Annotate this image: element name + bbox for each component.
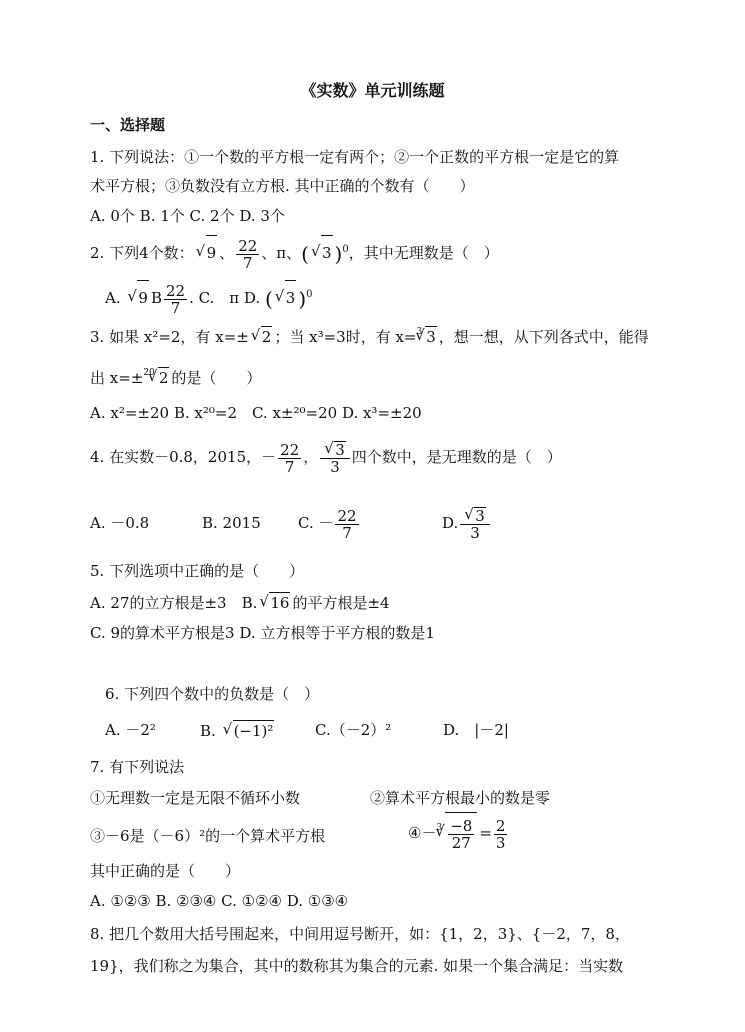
radicand: 3 [335, 441, 345, 459]
root-index: 20 [143, 368, 155, 378]
option-a: A. 27的立方根是±3 B. [90, 594, 258, 612]
fraction-22-7 [164, 283, 187, 316]
q4-text: 4. 在实数－0.8，2015，－ [90, 448, 277, 466]
paren: ) [334, 242, 343, 266]
q3-line2 [90, 367, 261, 391]
radicand: 9 [137, 280, 149, 315]
sqrt-3 [311, 235, 333, 270]
fraction-neg8-27 [448, 818, 474, 851]
option-d [442, 503, 492, 543]
pi: π [276, 244, 287, 262]
option-a: A. －0.8 [90, 514, 150, 532]
q8-line2: 19}，我们称之为集合，其中的数称其为集合的元素. 如果一个集合满足：当实数 [90, 957, 624, 975]
denominator: 3 [470, 524, 480, 542]
radicand: 2 [261, 328, 272, 346]
option-b-label: B. [200, 722, 216, 740]
fraction-sqrt3-3 [320, 441, 350, 475]
q7-statement-3: ③－6是（－6）²的一个算术平方根 [90, 827, 326, 845]
numerator: 22 [238, 236, 258, 255]
option-c-d: . C. π D. [189, 289, 261, 307]
option-c: C.（－2）² [315, 721, 392, 739]
denominator: 7 [342, 523, 352, 542]
fraction-2-3 [494, 818, 508, 851]
sqrt-9 [196, 235, 218, 270]
q3-text: 3. 如果 x²=2，有 x=± [90, 328, 249, 346]
numerator [460, 507, 490, 525]
radicand: 16 [270, 594, 290, 612]
q1-options: A. 0个 B. 1个 C. 2个 D. 3个 [90, 207, 285, 225]
radicand: 3 [475, 507, 485, 525]
denominator: 3 [330, 458, 340, 476]
exponent: 0 [306, 289, 313, 300]
q3-text: 的是（ ） [171, 369, 262, 387]
fraction-22-7 [335, 508, 358, 541]
q6-stem: 6. 下列四个数中的负数是（ ） [105, 685, 320, 703]
q3-text: ，想一想，从下列各式中，能得 [438, 328, 649, 346]
option-a: A. [105, 289, 121, 307]
radicand: 9 [206, 235, 218, 270]
option-b [200, 720, 276, 741]
q5-stem: 5. 下列选项中正确的是（ ） [90, 562, 305, 580]
root-20-of-2 [148, 367, 170, 388]
q8-line1: 8. 把几个数用大括号围起来，中间用逗号断开，如：{1，2，3}、{－2，7，8， [90, 925, 630, 943]
denominator: 7 [170, 298, 181, 317]
sep: 、 [286, 244, 302, 262]
exponent: 0 [342, 244, 349, 255]
q4-text: 四个数中，是无理数的是（ ） [351, 448, 562, 466]
sqrt-neg1-sq [223, 720, 275, 741]
root-index: 3 [436, 823, 443, 833]
cbrt-frac [435, 812, 477, 853]
numerator: 22 [337, 506, 357, 525]
sqrt-16 [259, 592, 290, 613]
q5-options-cd: C. 9的算术平方根是3 D. 立方根等于平方根的数是1 [90, 624, 435, 642]
sqrt-3 [464, 507, 486, 524]
paren: ) [298, 287, 307, 311]
q3-line1 [90, 326, 649, 350]
radicand: 3 [426, 328, 436, 346]
q3-text: 出 x=± [90, 369, 144, 387]
equals: = [479, 824, 492, 842]
sqrt-3 [324, 441, 346, 458]
paren: ( [264, 287, 273, 311]
option-b: B [150, 289, 162, 307]
sep: 、 [219, 244, 235, 262]
q1-line1: 1. 下列说法：①一个数的平方根一定有两个；②一个正数的平方根一定是它的算 [90, 148, 620, 166]
option-b: 的平方根是±4 [292, 594, 390, 612]
numerator [320, 441, 350, 459]
q2-pre: 2. 下列4个数： [90, 244, 194, 262]
radicand [445, 812, 477, 853]
option-c [298, 503, 361, 543]
statement-label: ④－ [408, 824, 437, 842]
fraction-22-7 [236, 238, 259, 271]
numerator: √ −8 [450, 816, 473, 835]
q7-statement-4 [408, 812, 509, 856]
q7-statement-1: ①无理数一定是无限不循环小数 [90, 789, 301, 807]
denominator: 27 [451, 833, 471, 852]
denominator: 7 [284, 457, 295, 476]
q7-which: 其中正确的是（ ） [90, 862, 241, 880]
q7-stem: 7. 有下列说法 [90, 758, 185, 776]
option-c-label: C. － [298, 514, 334, 532]
option-b: B. 2015 [202, 514, 261, 532]
fraction-sqrt3-3 [460, 507, 490, 541]
sqrt-3 [275, 280, 297, 315]
q2-stem [90, 233, 499, 271]
denominator: 3 [495, 833, 506, 852]
page-title: 《实数》单元训练题 [300, 81, 445, 100]
q1-line2: 术平方根；③负数没有立方根. 其中正确的个数有（ ） [90, 177, 475, 195]
sqrt-2 [251, 326, 273, 347]
numerator: 22 [165, 281, 186, 300]
q7-options: A. ①②③ B. ②③④ C. ①②④ D. ①③④ [90, 892, 349, 910]
section-heading: 一、选择题 [90, 116, 166, 134]
q6-options [105, 720, 625, 740]
option-a: A. －2² [105, 721, 156, 739]
q2-options [105, 278, 313, 316]
q5-options-ab [90, 592, 390, 613]
option-d: D. |－2| [443, 721, 509, 739]
paren: ( [301, 242, 309, 266]
q3-options: A. x²=±20 B. x²⁰=2 C. x±²⁰=20 D. x³=±20 [90, 404, 422, 422]
q3-text: ；当 x³=3时，有 x= [274, 328, 417, 346]
denominator: 7 [242, 253, 253, 272]
cbrt-3 [415, 326, 437, 347]
radicand: 2 [158, 369, 169, 387]
radicand: 3 [285, 280, 297, 315]
root-index: 3 [416, 327, 423, 337]
q4-options [90, 503, 590, 543]
q7-statement-2: ②算术平方根最小的数是零 [370, 789, 551, 807]
radicand: (−1)² [233, 722, 274, 740]
option-d-label: D. [442, 514, 459, 532]
numerator: 2 [495, 816, 506, 835]
radicand: 3 [321, 235, 333, 270]
q4-stem: 4. 在实数－0.8，2015，－ $\frac{22}{7}$ ， √ $\frac{3}{3}$ 四个数中，是无理数的是（ ） [90, 437, 562, 477]
q2-post: ，其中无理数是（ ） [348, 244, 499, 262]
sep: 、 [261, 244, 277, 262]
sqrt-9 [127, 280, 149, 315]
fraction-22-7 [278, 442, 301, 475]
numerator: 22 [280, 440, 300, 459]
